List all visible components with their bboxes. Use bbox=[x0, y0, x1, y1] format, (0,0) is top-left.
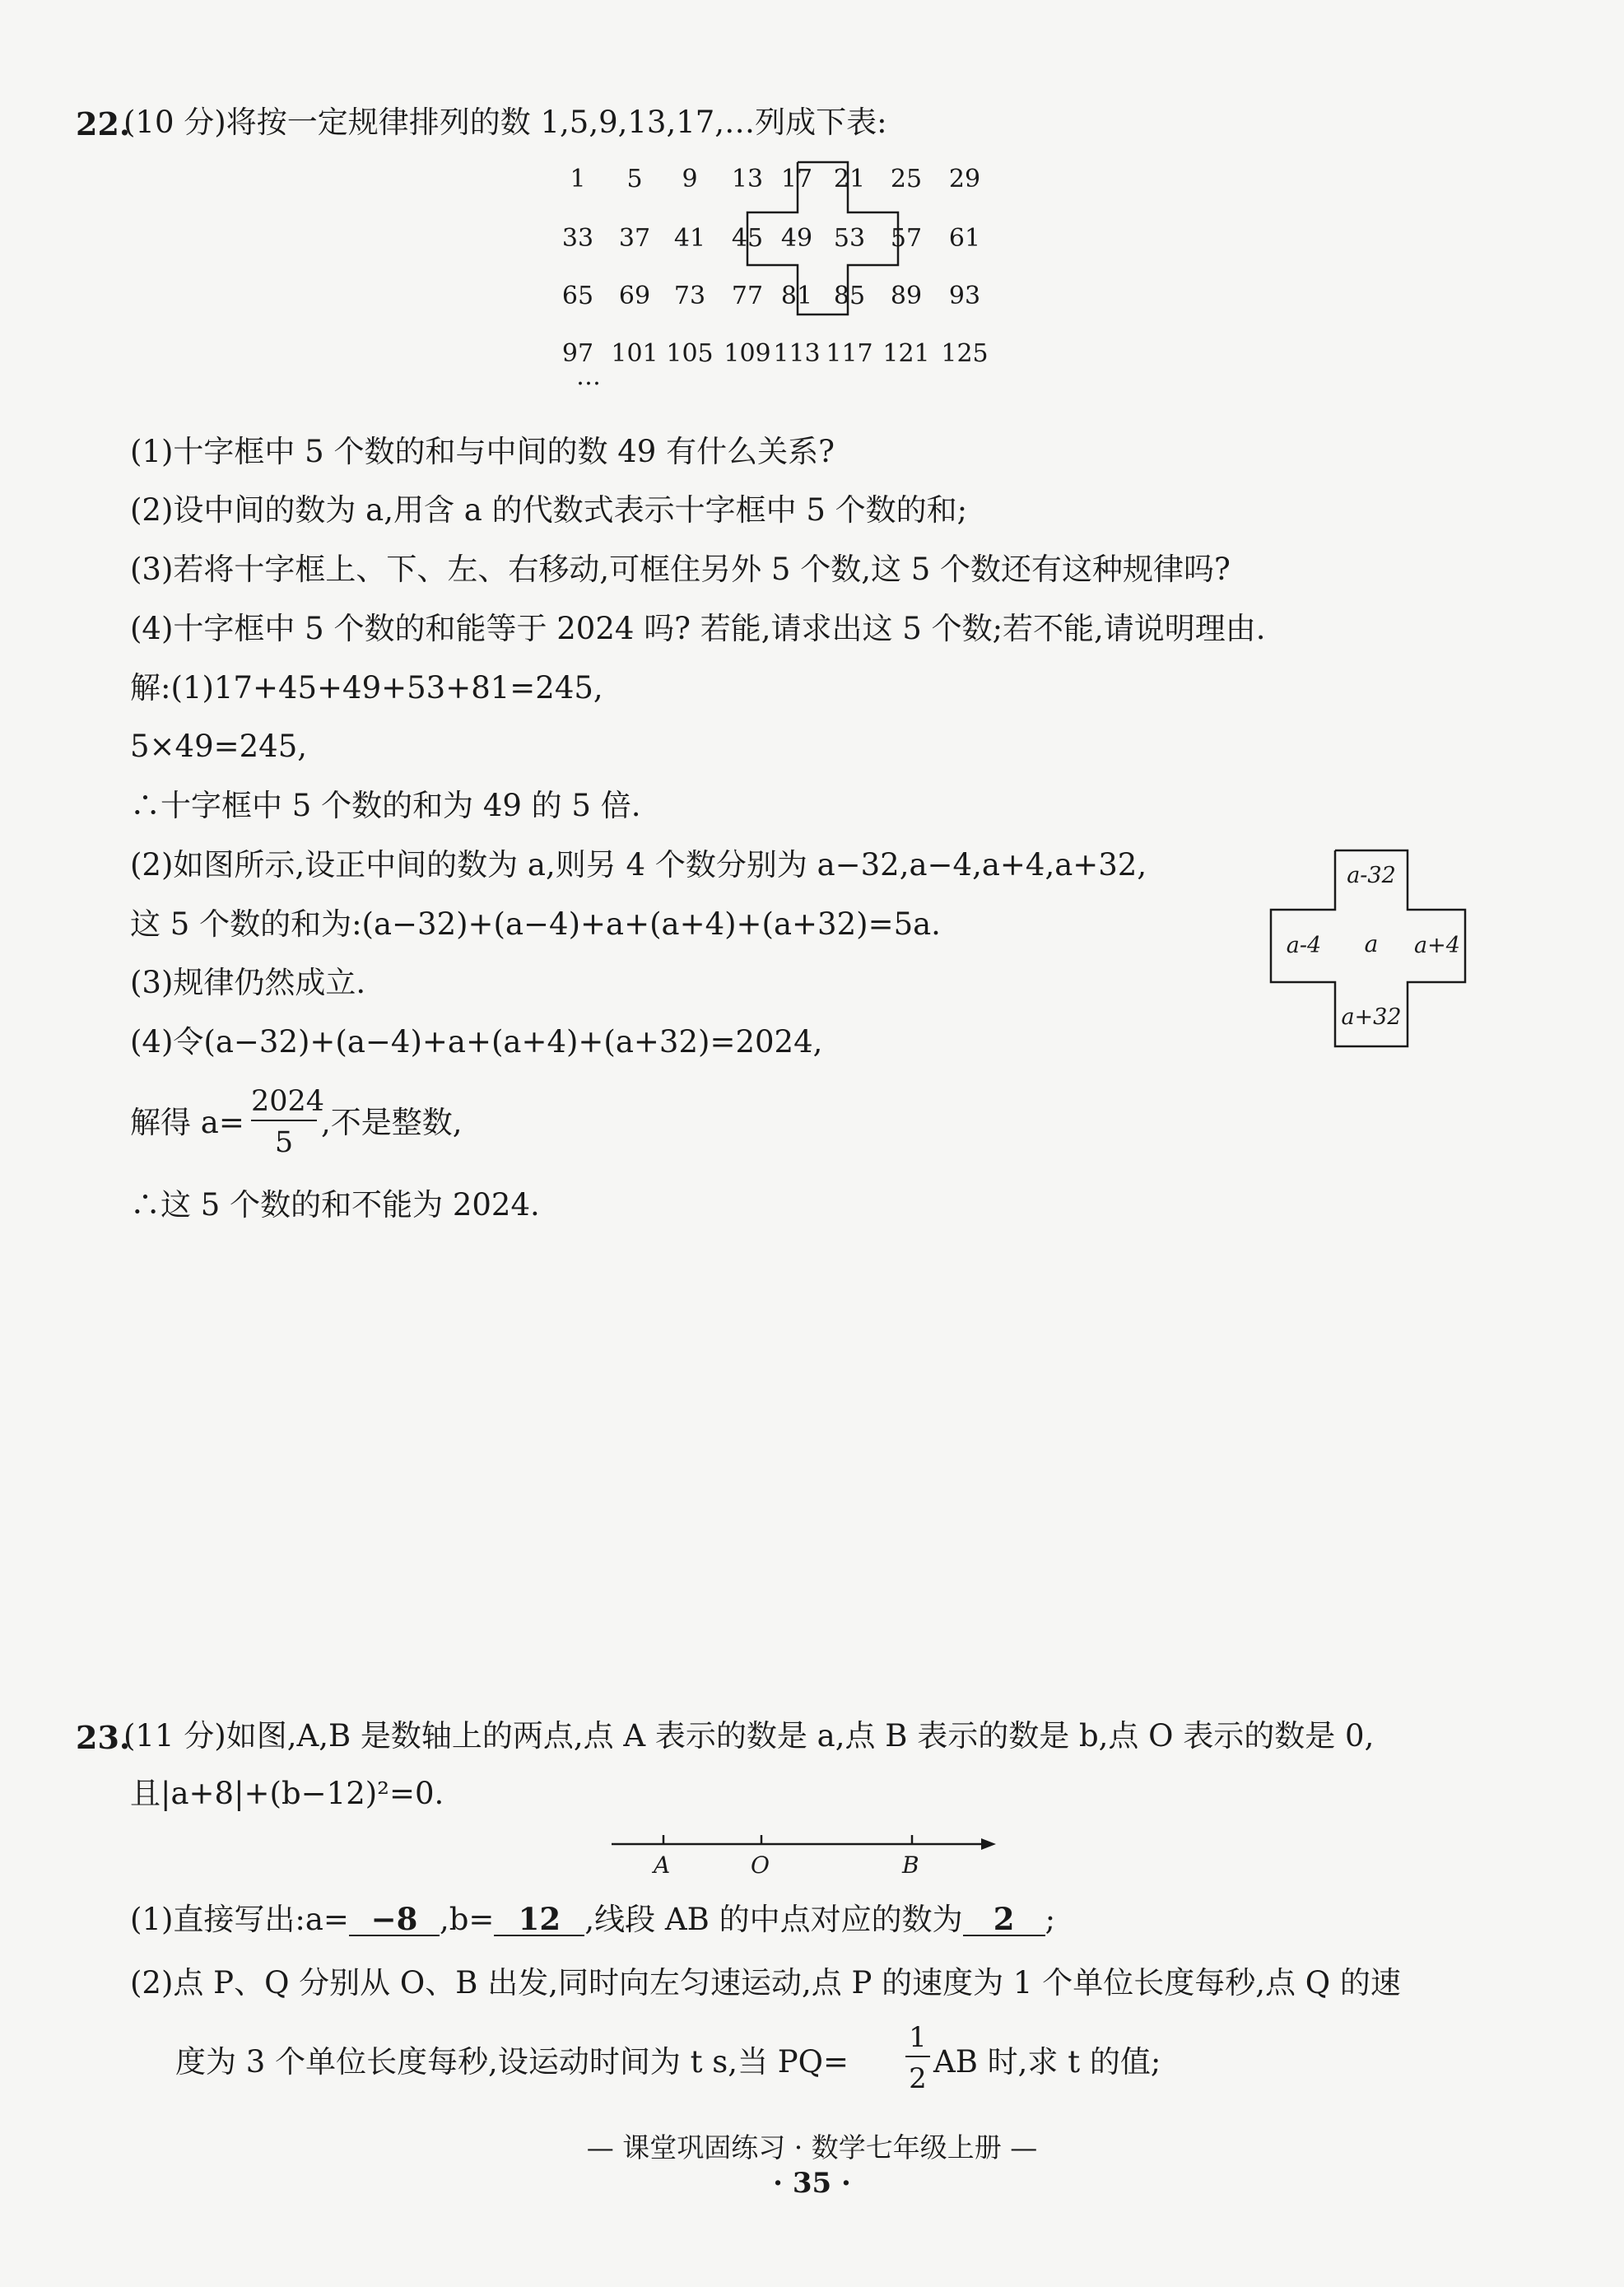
table-cell: 81 bbox=[780, 282, 813, 310]
table-cell: 37 bbox=[618, 224, 651, 253]
q23-part-1 bbox=[130, 1901, 1056, 1937]
table-cell: 33 bbox=[561, 224, 594, 253]
q23-part-1-b: ,b= bbox=[439, 1902, 495, 1937]
q23-part-2-line-2-prefix: 度为 3 个单位长度每秒,设运动时间为 t s,当 PQ= bbox=[175, 2044, 849, 2080]
cross-top-label: a-32 bbox=[1347, 863, 1396, 888]
table-cell: 1 bbox=[570, 165, 586, 193]
cross-center-label: a bbox=[1364, 930, 1379, 957]
footer-title: — 课堂巩固练习 · 数学七年级上册 — bbox=[586, 2131, 1038, 2164]
solution-line-1: 解:(1)17+45+49+53+81=245, bbox=[130, 670, 603, 706]
table-cell: 21 bbox=[833, 165, 866, 193]
table-cell: 29 bbox=[948, 165, 981, 193]
table-cell: 45 bbox=[731, 224, 764, 253]
solution-line-7: (4)令(a−32)+(a−4)+a+(a+4)+(a+32)=2024, bbox=[130, 1024, 823, 1060]
axis-label-b: B bbox=[902, 1851, 919, 1879]
axis-label-a: A bbox=[654, 1851, 671, 1879]
table-cell: 121 bbox=[882, 339, 930, 368]
fraction-numerator: 2024 bbox=[251, 1085, 325, 1118]
q23-part-2-line-2-suffix: AB 时,求 t 的值; bbox=[933, 2044, 1161, 2080]
solution-line-8-prefix: 解得 a= bbox=[130, 1105, 244, 1140]
table-cell: 113 bbox=[773, 339, 821, 368]
q22-part-2: (2)设中间的数为 a,用含 a 的代数式表示十字框中 5 个数的和; bbox=[130, 492, 968, 528]
axis-label-o: O bbox=[751, 1851, 770, 1879]
q23-stem-2: 且|a+8|+(b−12)²=0. bbox=[130, 1776, 444, 1811]
answer-midpoint-blank: 2 bbox=[963, 1904, 1045, 1936]
answer-a-blank: −8 bbox=[349, 1904, 440, 1936]
cross-left-label: a-4 bbox=[1286, 933, 1322, 958]
table-cell: 61 bbox=[948, 224, 981, 253]
q23-part-1-a: (1)直接写出:a= bbox=[130, 1902, 349, 1937]
solution-line-9: ∴这 5 个数的和不能为 2024. bbox=[130, 1187, 540, 1223]
solution-line-2: 5×49=245, bbox=[130, 729, 308, 764]
table-cell: 25 bbox=[890, 165, 923, 193]
table-cell: 105 bbox=[666, 339, 714, 368]
table-cell: 41 bbox=[673, 224, 706, 253]
table-ellipsis: … bbox=[576, 362, 601, 391]
cross-right-label: a+4 bbox=[1414, 933, 1460, 958]
solution-line-5: 这 5 个数的和为:(a−32)+(a−4)+a+(a+4)+(a+32)=5a. bbox=[130, 906, 941, 942]
solution-line-8-suffix: ,不是整数, bbox=[321, 1105, 463, 1140]
table-cell: 5 bbox=[626, 165, 643, 193]
table-cell: 65 bbox=[561, 282, 594, 310]
solution-line-3: ∴十字框中 5 个数的和为 49 的 5 倍. bbox=[130, 788, 641, 823]
table-cell: 9 bbox=[682, 165, 698, 193]
q22-part-3: (3)若将十字框上、下、左、右移动,可框住另外 5 个数,这 5 个数还有这种规律吗? bbox=[130, 552, 1231, 587]
table-cell: 125 bbox=[941, 339, 989, 368]
table-cell: 73 bbox=[673, 282, 706, 310]
table-cell: 97 bbox=[561, 339, 594, 368]
table-cell: 89 bbox=[890, 282, 923, 310]
table-cell: 13 bbox=[731, 165, 764, 193]
q23-part-1-c: ,线段 AB 的中点对应的数为 bbox=[584, 1902, 963, 1937]
half-numerator: 1 bbox=[909, 2021, 927, 2054]
table-cell: 69 bbox=[618, 282, 651, 310]
fraction-denominator: 5 bbox=[274, 1126, 294, 1159]
q23-number: 23. bbox=[76, 1719, 131, 1756]
fraction-bar bbox=[251, 1120, 317, 1121]
solution-line-6: (3)规律仍然成立. bbox=[130, 965, 366, 1000]
answer-b-blank: 12 bbox=[494, 1904, 584, 1936]
table-cell: 53 bbox=[833, 224, 866, 253]
table-cell: 93 bbox=[948, 282, 981, 310]
q23-part-1-end: ; bbox=[1045, 1902, 1056, 1937]
q23-part-2-line-1: (2)点 P、Q 分别从 O、B 出发,同时向左匀速运动,点 P 的速度为 1 个单位长度每秒,点 Q 的速 bbox=[130, 1965, 1401, 2001]
cross-figure bbox=[0, 0, 1624, 1070]
q22-part-4: (4)十字框中 5 个数的和能等于 2024 吗? 若能,请求出这 5 个数;若不能,请说明理由. bbox=[130, 611, 1266, 646]
q22-stem: (10 分)将按一定规律排列的数 1,5,9,13,17,…列成下表: bbox=[123, 105, 887, 140]
number-line bbox=[0, 1811, 1624, 1877]
half-bar bbox=[905, 2056, 930, 2057]
table-cell: 77 bbox=[731, 282, 764, 310]
table-cell: 49 bbox=[780, 224, 813, 253]
table-cell: 101 bbox=[611, 339, 658, 368]
cross-bottom-label: a+32 bbox=[1341, 1004, 1402, 1030]
table-cell: 57 bbox=[890, 224, 923, 253]
table-cell: 17 bbox=[780, 165, 813, 193]
q22-part-1: (1)十字框中 5 个数的和与中间的数 49 有什么关系? bbox=[130, 434, 835, 469]
solution-line-4: (2)如图所示,设正中间的数为 a,则另 4 个数分别为 a−32,a−4,a+4,a+32, bbox=[130, 847, 1147, 883]
page-number: · 35 · bbox=[773, 2167, 851, 2200]
table-cell: 117 bbox=[826, 339, 873, 368]
q22-number: 22. bbox=[76, 105, 131, 142]
q23-stem-1: (11 分)如图,A,B 是数轴上的两点,点 A 表示的数是 a,点 B 表示的数是 b,点 O 表示的数是 0, bbox=[123, 1718, 1375, 1754]
table-cell: 109 bbox=[724, 339, 771, 368]
table-cell: 85 bbox=[833, 282, 866, 310]
half-denominator: 2 bbox=[909, 2062, 927, 2095]
